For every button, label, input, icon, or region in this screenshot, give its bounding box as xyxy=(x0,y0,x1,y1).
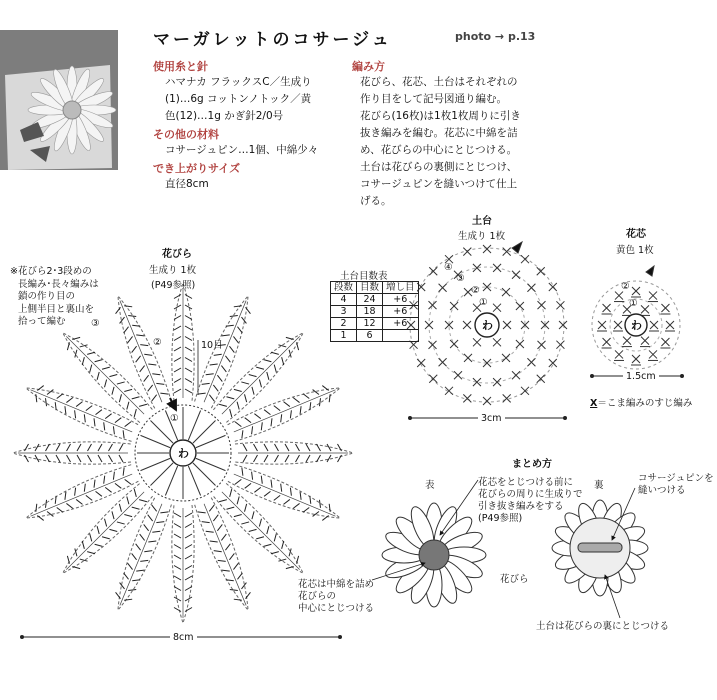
method-heading: 編み方 xyxy=(352,60,385,73)
core-row-1: ① xyxy=(629,298,638,309)
assembly-back-label: 裏 xyxy=(594,480,604,491)
method-line: 花びら(16枚)は1枚1枚周りに引き xyxy=(360,110,521,122)
petal-shape xyxy=(212,482,311,581)
petal-shape xyxy=(55,482,154,581)
petal-shape xyxy=(22,378,140,444)
yarn-line: ハマナカ フラックスC／生成り xyxy=(165,76,312,88)
assembly-front xyxy=(382,503,486,607)
base-row-3: ③ xyxy=(456,273,465,284)
petal-shape xyxy=(212,325,311,424)
petal-title: 花びら xyxy=(162,249,192,260)
assembly-note-core: 花芯をとじつける前に 花びらの周りに生成りで 引き抜き編みをする (P49参照) xyxy=(478,477,583,524)
core-legend: X＝こま編みのすじ編み xyxy=(590,398,693,409)
method-line: 土台は花びらの裏側にとじつけ、 xyxy=(360,161,518,173)
method-line: コサージュピンを縫いつけて仕上 xyxy=(360,178,518,190)
method-line: め、花びらの中心にとじつける。 xyxy=(360,144,518,156)
assembly-title: まとめ方 xyxy=(512,459,552,470)
petal-shape xyxy=(13,442,131,464)
assembly-note-center: 花芯は中綿を詰め 花びらの 中心にとじつける xyxy=(298,579,375,614)
petal-shape xyxy=(227,378,345,444)
core-color: 黄色 1枚 xyxy=(616,245,654,256)
method-line: 花びら、花芯、土台はそれぞれの xyxy=(360,76,518,88)
yarn-line: (1)…6g コットンノトック／黄 xyxy=(165,93,312,105)
method-line: 作り目をして記号図通り編む。 xyxy=(360,93,507,105)
petal-shape xyxy=(235,442,353,464)
base-size: 3cm xyxy=(478,413,505,424)
method-line: 抜き編みを編む。花芯に中綿を詰 xyxy=(360,127,518,139)
petal-row-2: ② xyxy=(153,337,162,348)
size-line: 直径8cm xyxy=(165,178,209,190)
petal-size: 8cm xyxy=(170,632,197,643)
petal-ring-label: わ xyxy=(178,447,189,460)
base-title: 土台 xyxy=(472,216,492,227)
method-line: げる。 xyxy=(360,195,392,207)
yarn-heading: 使用糸と針 xyxy=(153,60,208,73)
assembly-note-pin: コサージュピンを 縫いつける xyxy=(638,473,714,496)
petal-color: 生成り 1枚 xyxy=(149,265,197,276)
base-ring-label: わ xyxy=(482,319,493,332)
petal-note: ※花びら2･3段めの 長編み･長々編みは 鎖の作り目の 上側半目と裏山を 拾って編む xyxy=(10,266,99,327)
assembly-front-label: 表 xyxy=(425,480,435,491)
base-stitch-table: 段数 目数 増し目 4 24 +6 3 18 +6 2 12 +6 1 6 xyxy=(330,281,419,342)
base-color: 生成り 1枚 xyxy=(458,231,506,242)
core-size: 1.5cm xyxy=(623,371,659,382)
base-row-2: ② xyxy=(471,285,480,296)
core-row-2: ② xyxy=(621,281,630,292)
base-row-1: ① xyxy=(479,297,488,308)
petal-ref: (P49参照) xyxy=(151,280,196,291)
petal-shape xyxy=(55,325,154,424)
petal-shape xyxy=(172,505,194,623)
petal-row-3: ③ xyxy=(91,318,100,329)
core-title: 花芯 xyxy=(626,229,646,240)
assembly-note-petal: 花びら xyxy=(500,574,529,585)
petal-count-label: 10目 xyxy=(201,340,223,351)
petal-shape xyxy=(172,283,194,401)
yarn-line: 色(12)…1g かぎ針2/0号 xyxy=(165,110,284,122)
petal-row-1: ① xyxy=(170,413,179,424)
petal-shape xyxy=(22,463,140,529)
petal-shape xyxy=(108,497,174,615)
page-title: マーガレットのコサージュ xyxy=(153,30,392,50)
base-row-4: ④ xyxy=(444,262,453,273)
other-materials-line: コサージュピン…1個、中綿少々 xyxy=(165,144,319,156)
core-ring-label: わ xyxy=(631,319,642,332)
size-heading: でき上がりサイズ xyxy=(153,162,241,175)
assembly-note-base: 土台は花びらの裏にとじつける xyxy=(536,621,670,632)
petal-shape xyxy=(193,497,259,615)
petal-shape xyxy=(227,463,345,529)
other-materials-heading: その他の材料 xyxy=(153,128,219,141)
photo-reference: photo → p.13 xyxy=(455,30,536,43)
base-table-title: 土台目数表 xyxy=(340,271,388,282)
petal-shape xyxy=(108,292,174,410)
